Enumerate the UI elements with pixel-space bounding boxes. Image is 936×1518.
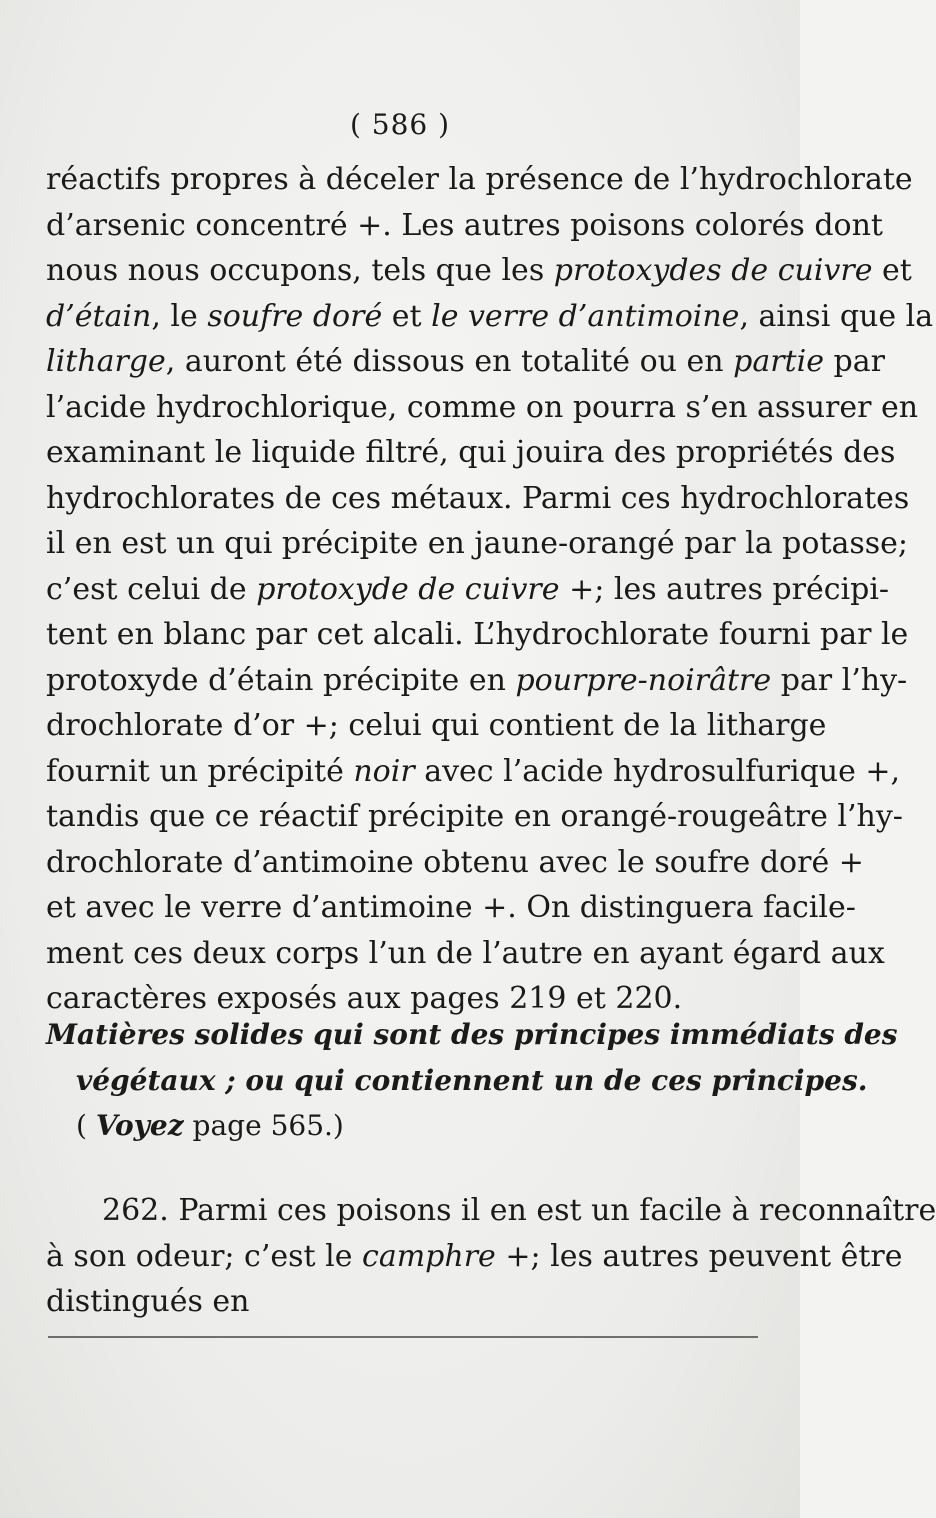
text-segment: drochlorate d’antimoine obtenu avec le soufre doré +: [46, 844, 864, 880]
text-line: [46, 476, 910, 522]
text-line: [46, 521, 909, 567]
paragraph-262: [46, 1188, 936, 1325]
heading-line-1: Matières solides qui sont des principes immédiats des: [46, 1018, 898, 1051]
italic-term: litharge: [46, 344, 166, 379]
text-line: [46, 794, 903, 840]
text-line: [46, 840, 864, 886]
text-segment: c’est celui de: [46, 571, 257, 607]
ref-rest: page 565.): [183, 1109, 344, 1142]
text-line: [46, 385, 919, 431]
text-segment: tandis que ce réactif précipite en orangé-rougeâtre l’hy-: [46, 799, 903, 834]
text-segment: et avec le verre d’antimoine +. On distinguera facile-: [46, 890, 856, 925]
text-line: [46, 612, 909, 658]
text-line: [46, 430, 896, 476]
italic-term: camphre: [362, 1238, 496, 1274]
text-segment: il en est un qui précipite en jaune-orangé par la potasse;: [46, 526, 909, 561]
italic-term: le verre d’antimoine: [431, 298, 740, 334]
ref-open: (: [76, 1109, 96, 1142]
text-segment: d’arsenic concentré +. Les autres poisons colorés dont: [46, 207, 883, 243]
footnote-divider: [48, 1336, 758, 1338]
text-line: [46, 703, 827, 749]
text-segment: et: [872, 253, 912, 288]
text-segment: , auront été dissous en totalité ou en: [165, 344, 734, 379]
text-segment: fournit un précipité: [46, 753, 354, 789]
text-segment: examinant le liquide filtré, qui jouira des propriétés des: [46, 435, 896, 470]
text-line: [46, 749, 901, 795]
italic-term: protoxyde de cuivre: [256, 571, 560, 607]
text-line: [46, 931, 885, 977]
italic-term: partie: [733, 344, 824, 379]
text-segment: hydrochlorates de ces métaux. Parmi ces hydrochlorates: [46, 480, 910, 516]
text-segment: , ainsi que la: [739, 298, 934, 334]
text-segment: drochlorate d’or +; celui qui contient de la litharge: [46, 708, 827, 743]
italic-term: soufre doré: [207, 298, 383, 334]
text-segment: protoxyde d’étain précipite en: [46, 662, 516, 698]
text-line: [46, 567, 890, 613]
text-line: [46, 885, 856, 931]
text-line: [46, 1234, 903, 1280]
text-segment: 262. Parmi ces poisons il en est un facile à reconnaître: [102, 1193, 936, 1228]
heading-reference: [46, 1103, 758, 1149]
text-segment: avec l’acide hydrosulfurique +,: [414, 753, 901, 789]
text-line: [46, 1279, 758, 1325]
text-line: [46, 157, 913, 203]
italic-term: noir: [353, 753, 415, 789]
italic-term: protoxydes de cuivre: [553, 253, 873, 288]
text-line: [46, 1188, 936, 1234]
italic-term: pourpre-noirâtre: [515, 662, 772, 698]
text-segment: caractères exposés aux pages 219 et 220.: [46, 981, 683, 1016]
text-segment: nous nous occupons, tels que les: [46, 253, 554, 288]
text-segment: +; les autres peuvent être: [495, 1238, 903, 1274]
text-line: [46, 294, 934, 340]
text-segment: l’acide hydrochlorique, comme on pourra s’en assurer en: [46, 389, 919, 425]
text-segment: réactifs propres à déceler la présence de l’hydrochlorate: [46, 162, 913, 197]
text-line: [46, 339, 885, 385]
text-line: [46, 248, 912, 294]
text-segment: distingués en: [46, 1284, 250, 1319]
text-segment: à son odeur; c’est le: [46, 1238, 363, 1274]
paragraph-arsenic-poisons: [46, 157, 934, 1022]
page-number: ( 586 ): [349, 108, 451, 141]
text-segment: par: [823, 344, 885, 379]
text-segment: tent en blanc par cet alcali. L’hydrochlorate fourni par le: [46, 617, 909, 652]
text-segment: , le: [151, 298, 208, 334]
heading-line-2: végétaux ; ou qui contiennent un de ces principes.: [76, 1063, 868, 1097]
italic-term: d’étain: [46, 298, 152, 334]
text-segment: ment ces deux corps l’un de l’autre en ayant égard aux: [46, 935, 885, 971]
text-line: [46, 658, 908, 704]
text-segment: +; les autres précipi-: [559, 571, 890, 607]
text-line: [46, 203, 883, 249]
text-segment: et: [382, 298, 432, 334]
ref-voyez: Voyez: [95, 1109, 184, 1142]
text-segment: par l’hy-: [771, 662, 908, 698]
section-heading: [46, 1012, 898, 1149]
